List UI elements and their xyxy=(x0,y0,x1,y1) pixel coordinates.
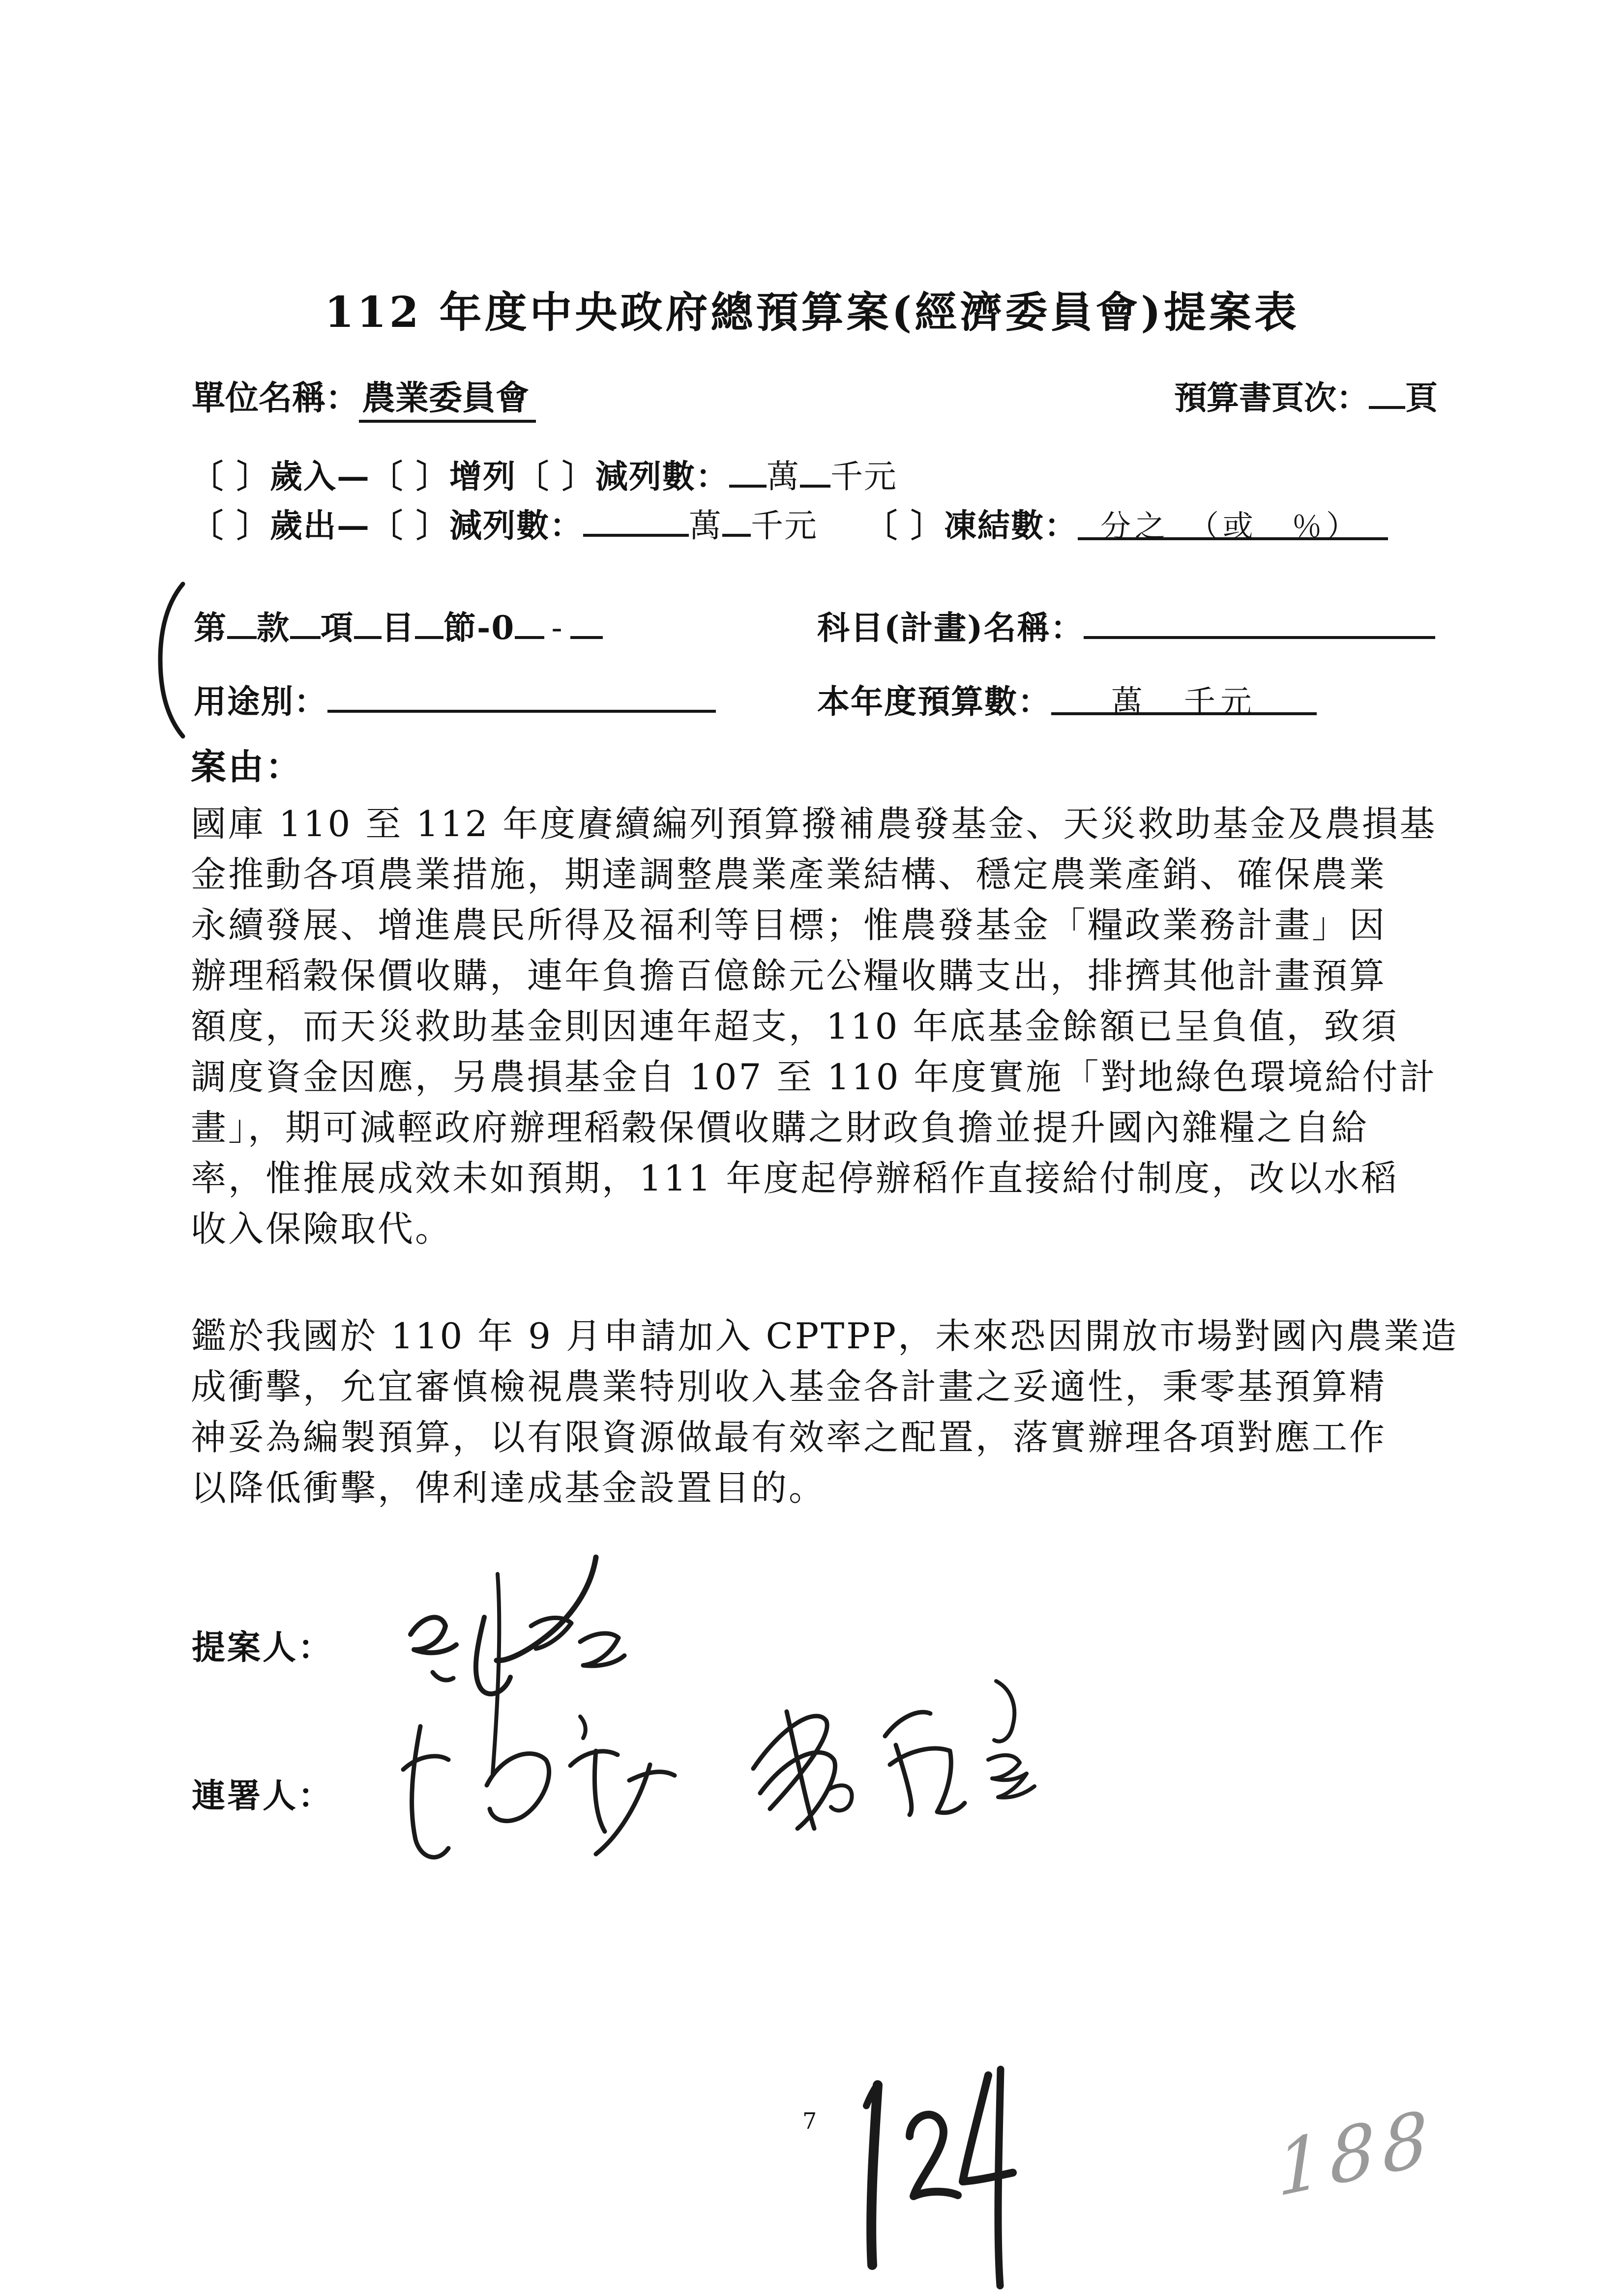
section-xiang: 項 xyxy=(321,609,354,647)
budget-page-unit: 頁 xyxy=(1405,378,1438,417)
handwritten-corner-number: 188 xyxy=(1275,2093,1437,2214)
section-number-line xyxy=(194,602,603,648)
case-p1-line7: 畫」，期可減輕政府辦理稻穀保價收購之財政負擔並提升國內雜糧之自給 xyxy=(191,1107,1369,1148)
case-p1-line2: 金推動各項農業措施，期達調整農業產業結構、穩定農業產銷、確保農業 xyxy=(191,854,1387,895)
revenue-label: 〔 〕歲入—〔 〕增列〔 〕減列數： xyxy=(191,457,729,495)
case-p1-line8: 率，惟推展成效未如預期，111 年度起停辦稻作直接給付制度，改以水稻 xyxy=(191,1158,1399,1199)
year-budget-fill: 萬 千元 xyxy=(1051,677,1317,715)
section-blank-2 xyxy=(290,608,321,639)
unit-name-value: 農業委員會 xyxy=(359,378,536,423)
subject-name-label: 科目(計畫)名稱： xyxy=(817,609,1084,647)
section-jie: 節-0 xyxy=(443,609,515,647)
section-left-bracket xyxy=(150,581,192,739)
case-p2-line2: 成衝擊，允宜審慎檢視農業特別收入基金各計畫之妥適性，秉零基預算精 xyxy=(191,1366,1387,1407)
expense-line xyxy=(191,499,1388,546)
case-p2-line1: 鑑於我國於 110 年 9 月申請加入 CPTPP，未來恐因開放市場對國內農業造 xyxy=(191,1315,1459,1357)
page-title: 112 年度中央政府總預算案(經濟委員會)提案表 xyxy=(325,288,1299,337)
usage-blank xyxy=(327,681,716,713)
revenue-unit-qianyuan: 千元 xyxy=(830,458,897,495)
freeze-fill-line: 分之 （或 ％） xyxy=(1078,502,1388,540)
revenue-unit-wan: 萬 xyxy=(766,458,800,495)
budget-page-blank xyxy=(1369,378,1405,409)
expense-blank-1 xyxy=(583,505,689,537)
budget-page-label: 預算書頁次： xyxy=(1174,378,1369,417)
subject-name-blank xyxy=(1084,608,1435,639)
usage-line xyxy=(194,675,716,722)
revenue-line xyxy=(191,450,897,497)
section-blank-6 xyxy=(570,608,603,639)
case-p1-line5: 額度，而天災救助基金則因連年超支，110 年底基金餘額已呈負值，致須 xyxy=(191,1006,1399,1047)
case-p1-line6: 調度資金因應，另農損基金自 107 至 110 年度實施「對地綠色環境給付計 xyxy=(191,1056,1437,1098)
cosigner-label: 連署人： xyxy=(192,1776,334,1816)
section-blank-5 xyxy=(515,608,544,639)
section-blank-1 xyxy=(227,608,257,639)
case-p1-line9: 收入保險取代。 xyxy=(191,1208,453,1250)
unit-name-row xyxy=(192,372,536,419)
section-mu: 目 xyxy=(382,609,415,647)
expense-unit-wan: 萬 xyxy=(688,507,722,545)
budget-page-row xyxy=(1174,372,1438,418)
expense-unit-qianyuan: 千元 xyxy=(750,507,818,545)
handwritten-page-number xyxy=(831,2055,1037,2296)
case-p1-line3: 永續發展、增進農民所得及福利等目標；惟農發基金「糧政業務計畫」因 xyxy=(191,904,1387,946)
freeze-label: 〔 〕凍結數： xyxy=(864,506,1078,545)
section-blank-4 xyxy=(415,608,443,639)
section-kuan: 款 xyxy=(257,609,290,647)
printed-page-number: 7 xyxy=(802,2108,817,2134)
section-prefix: 第 xyxy=(194,609,227,647)
cosigner-signature-2 xyxy=(723,1666,1057,1833)
subject-name-line xyxy=(817,602,1435,648)
cosigner-signature-1 xyxy=(374,1696,679,1878)
unit-name-label: 單位名稱： xyxy=(192,378,359,418)
expense-blank-2 xyxy=(722,505,751,537)
year-budget-line xyxy=(817,675,1317,722)
expense-label: 〔 〕歲出—〔 〕減列數： xyxy=(191,506,583,545)
case-p2-line3: 神妥為編製預算，以有限資源做最有效率之配置，落實辦理各項對應工作 xyxy=(191,1417,1387,1458)
usage-label: 用途別： xyxy=(194,682,327,721)
case-heading: 案由： xyxy=(191,746,303,787)
case-p1-line1: 國庫 110 至 112 年度賡續編列預算撥補農發基金、天災救助基金及農損基 xyxy=(191,803,1437,844)
revenue-blank-1 xyxy=(729,456,767,488)
section-dash: - xyxy=(551,609,563,647)
case-p1-line4: 辦理稻穀保價收購，連年負擔百億餘元公糧收購支出，排擠其他計畫預算 xyxy=(191,955,1387,996)
year-budget-label: 本年度預算數： xyxy=(817,682,1051,721)
case-p2-line4: 以降低衝擊，俾利達成基金設置目的。 xyxy=(191,1467,827,1509)
section-blank-3 xyxy=(354,608,382,639)
revenue-blank-2 xyxy=(800,456,830,488)
proposer-label: 提案人： xyxy=(192,1628,334,1667)
